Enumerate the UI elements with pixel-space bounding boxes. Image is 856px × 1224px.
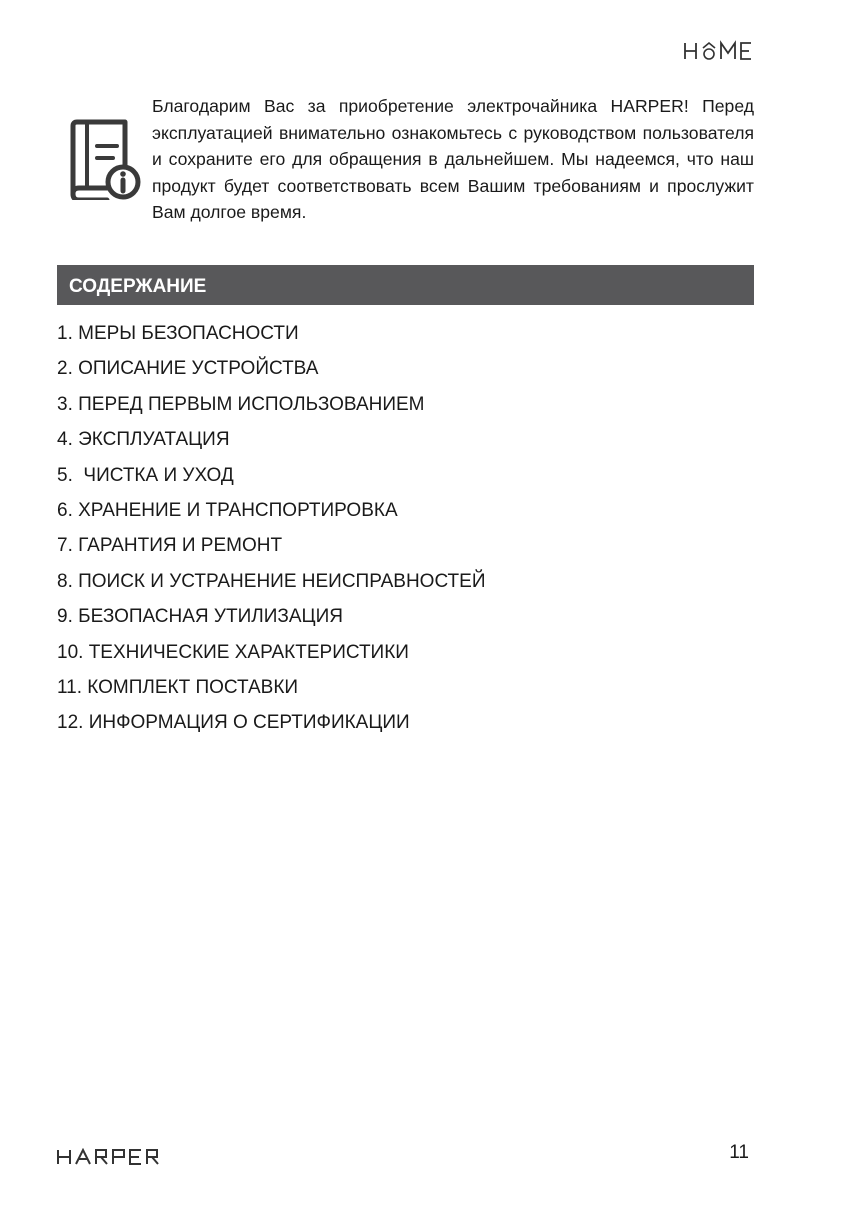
toc-item: 10. ТЕХНИЧЕСКИЕ ХАРАКТЕРИСТИКИ <box>57 641 409 663</box>
harper-logo-mark <box>57 1148 169 1166</box>
toc-item: 9. БЕЗОПАСНАЯ УТИЛИЗАЦИЯ <box>57 606 343 628</box>
toc-item: 7. ГАРАНТИЯ И РЕМОНТ <box>57 535 283 557</box>
toc-item: 11. КОМПЛЕКТ ПОСТАВКИ <box>57 676 299 698</box>
toc-item: 6. ХРАНЕНИЕ И ТРАНСПОРТИРОВКА <box>57 499 398 521</box>
toc-item: 2. ОПИСАНИЕ УСТРОЙСТВА <box>57 358 319 380</box>
toc-item: 5. ЧИСТКА И УХОД <box>57 464 234 486</box>
toc-item: 8. ПОИСК И УСТРАНЕНИЕ НЕИСПРАВНОСТЕЙ <box>57 570 486 592</box>
home-logo-mark <box>683 40 753 62</box>
intro-section <box>57 93 754 233</box>
harper-logo <box>57 1148 169 1171</box>
toc-title: СОДЕРЖАНИЕ <box>57 265 754 305</box>
intro-text: Благодарим Вас за приобретение электрочайника HARPER! Перед эксплуатацией внимательно ознакомьтесь с руководством пользователя и сохраните его для обращения в дальнейшем. Мы надеемся, что наш продукт будет соответствовать всем Вашим требованиям и прослужит Вам долгое время. <box>152 96 754 222</box>
toc-item: 1. МЕРЫ БЕЗОПАСНОСТИ <box>57 323 299 344</box>
toc-item: 12. ИНФОРМАЦИЯ О СЕРТИФИКАЦИИ <box>57 712 410 734</box>
home-logo <box>683 40 753 68</box>
manual-info-icon <box>67 118 143 200</box>
page-number: 11 <box>729 1142 749 1163</box>
toc-item: 3. ПЕРЕД ПЕРВЫМ ИСПОЛЬЗОВАНИЕМ <box>57 393 425 415</box>
toc-list <box>57 316 754 741</box>
toc-item: 4. ЭКСПЛУАТАЦИЯ <box>57 429 230 451</box>
